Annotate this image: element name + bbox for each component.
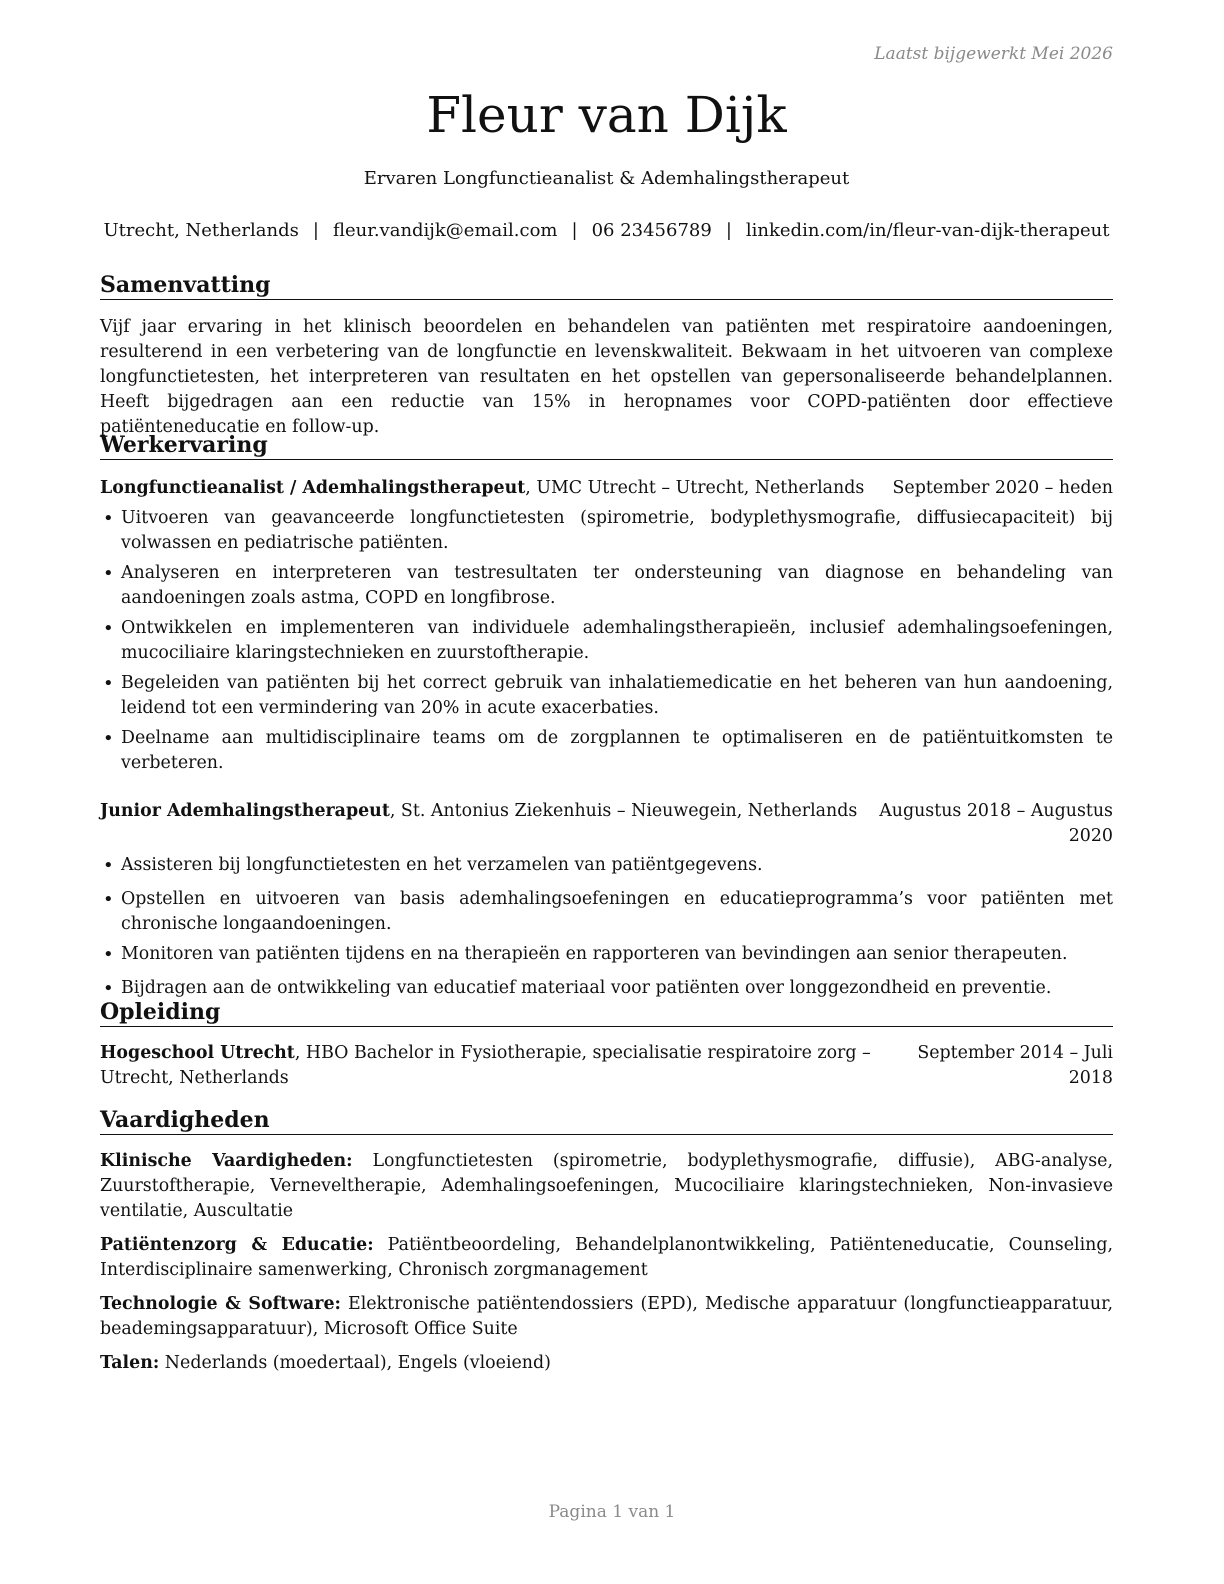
skill-label: Technologie & Software:: [100, 1294, 341, 1314]
job-org: , St. Antonius Ziekenhuis – Nieuwegein, Netherlands: [389, 801, 858, 821]
job-org: , UMC Utrecht – Utrecht, Netherlands: [525, 478, 865, 498]
skill-text: Elektronische patiëntendossiers (EPD), Medische apparatuur (longfunctieapparatuur, beademingsapparatuur), Microsoft Office Suite: [100, 1294, 1113, 1339]
job-dates: September 2020 – heden: [892, 478, 1113, 498]
contact-email[interactable]: fleur.vandijk@email.com: [332, 220, 558, 241]
candidate-name: Fleur van Dijk: [426, 86, 787, 144]
skill-label: Talen:: [100, 1353, 160, 1373]
education-section: [100, 998, 1113, 1091]
contact-separator: |: [312, 220, 319, 241]
job-bullets: [100, 506, 1113, 776]
job-dates-line: 2020: [1068, 826, 1113, 846]
skill-text: Longfunctietesten (spirometrie, bodyplethysmografie, diffusie), ABG-analyse, Zuurstoftherapie, Verneveltherapie, Ademhalingsoefeningen, Mucociliaire klaringstechnieken, Non-invasieve ventilatie, Auscultatie: [100, 1151, 1113, 1221]
job-bullet: • Deelname aan multidisciplinaire teams om de zorgplannen te optimaliseren en de patiëntuitkomsten te verbeteren.: [100, 726, 1113, 776]
job-bullet: • Monitoren van patiënten tijdens en na therapieën en rapporteren van bevindingen aan senior therapeuten.: [100, 942, 1113, 967]
skill-group: [100, 1149, 1113, 1224]
job-bullet: • Assisteren bij longfunctietesten en het verzamelen van patiëntgegevens.: [100, 853, 1113, 878]
contact-location: Utrecht, Netherlands: [103, 220, 299, 241]
job-bullet: • Opstellen en uitvoeren van basis ademhalingsoefeningen en educatieprogramma’s voor patiënten met chronische longaandoeningen.: [100, 887, 1113, 937]
contact-separator: |: [725, 220, 732, 241]
education-location: Utrecht, Netherlands: [100, 1068, 289, 1088]
job-role: Junior Ademhalingstherapeut: [100, 801, 390, 821]
job-bullets: [100, 853, 1113, 1001]
job-bullet: • Ontwikkelen en implementeren van individuele ademhalingstherapieën, inclusief ademhalingsoefeningen, mucociliaire klaringstechnieken en zuurstoftherapie.: [100, 616, 1113, 666]
skill-group: [100, 1292, 1113, 1342]
section-title-summary: Samenvatting: [100, 271, 1113, 300]
skill-group: [100, 1351, 1113, 1376]
headline: Ervaren Longfunctieanalist & Ademhalingstherapeut: [363, 168, 850, 189]
job-bullet: • Bijdragen aan de ontwikkeling van educatief materiaal voor patiënten over longgezondheid en preventie.: [100, 976, 1113, 1001]
contact-line: [100, 220, 1113, 241]
skills-section: [100, 1106, 1113, 1376]
job-entry: [100, 476, 1113, 776]
job-dates-line: Augustus 2018 – Augustus: [879, 801, 1113, 821]
job-bullet: • Uitvoeren van geavanceerde longfunctietesten (spirometrie, bodyplethysmografie, diffusiecapaciteit) bij volwassen en pediatrische patiënten.: [100, 506, 1113, 556]
education-entry: [100, 1041, 1113, 1091]
education-dates: [917, 1041, 1113, 1091]
section-title-experience: Werkervaring: [100, 431, 1113, 460]
last-updated: Laatst bijgewerkt Mei 2026: [874, 44, 1113, 64]
skill-label: Klinische Vaardigheden:: [100, 1151, 353, 1171]
skill-label: Patiëntenzorg & Educatie:: [100, 1235, 374, 1255]
job-entry: [100, 799, 1113, 1001]
education-dates-line: 2018: [1068, 1068, 1113, 1088]
education-dates-line: September 2014 – Juli: [917, 1043, 1113, 1063]
summary-text: Vijf jaar ervaring in het klinisch beoordelen en behandelen van patiënten met respiratoire aandoeningen, resulterend in een verbetering van de longfunctie en levenskwaliteit. Bekwaam in het uitvoeren van complexe longfunctietesten, het interpreteren van resultaten en het opstellen van gepersonaliseerde behandelplannen. Heeft bijgedragen aan een reductie van 15% in heropnames voor COPD-patiënten door effectieve patiënteneducatie en follow-up.: [100, 317, 1113, 437]
contact-linkedin[interactable]: linkedin.com/in/fleur-van-dijk-therapeut: [745, 220, 1110, 241]
page-number: Pagina 1 van 1: [548, 1502, 676, 1522]
skill-group: [100, 1233, 1113, 1283]
job-header: [100, 476, 1113, 501]
job-role: Longfunctieanalist / Ademhalingstherapeut: [100, 478, 526, 498]
education-school: Hogeschool Utrecht: [100, 1043, 295, 1063]
skill-text: Patiëntbeoordeling, Behandelplanontwikkeling, Patiënteneducatie, Counseling, Interdisciplinaire samenwerking, Chronisch zorgmanagement: [100, 1235, 1113, 1280]
summary-section: [100, 271, 1113, 440]
section-title-education: Opleiding: [100, 998, 1113, 1027]
job-header: [100, 799, 1113, 849]
section-title-skills: Vaardigheden: [100, 1106, 1113, 1135]
job-bullet: • Analyseren en interpreteren van testresultaten ter ondersteuning van diagnose en behandeling van aandoeningen zoals astma, COPD en longfibrose.: [100, 561, 1113, 611]
job-bullet: • Begeleiden van patiënten bij het correct gebruik van inhalatiemedicatie en het beheren van hun aandoening, leidend tot een vermindering van 20% in acute exacerbaties.: [100, 671, 1113, 721]
contact-phone[interactable]: 06 23456789: [591, 220, 712, 241]
skill-text: Nederlands (moedertaal), Engels (vloeiend): [159, 1353, 551, 1373]
job-dates: [879, 799, 1113, 849]
education-detail: , HBO Bachelor in Fysiotherapie, specialisatie respiratoire zorg –: [294, 1043, 871, 1063]
contact-separator: |: [571, 220, 578, 241]
experience-section: [100, 431, 1113, 1001]
